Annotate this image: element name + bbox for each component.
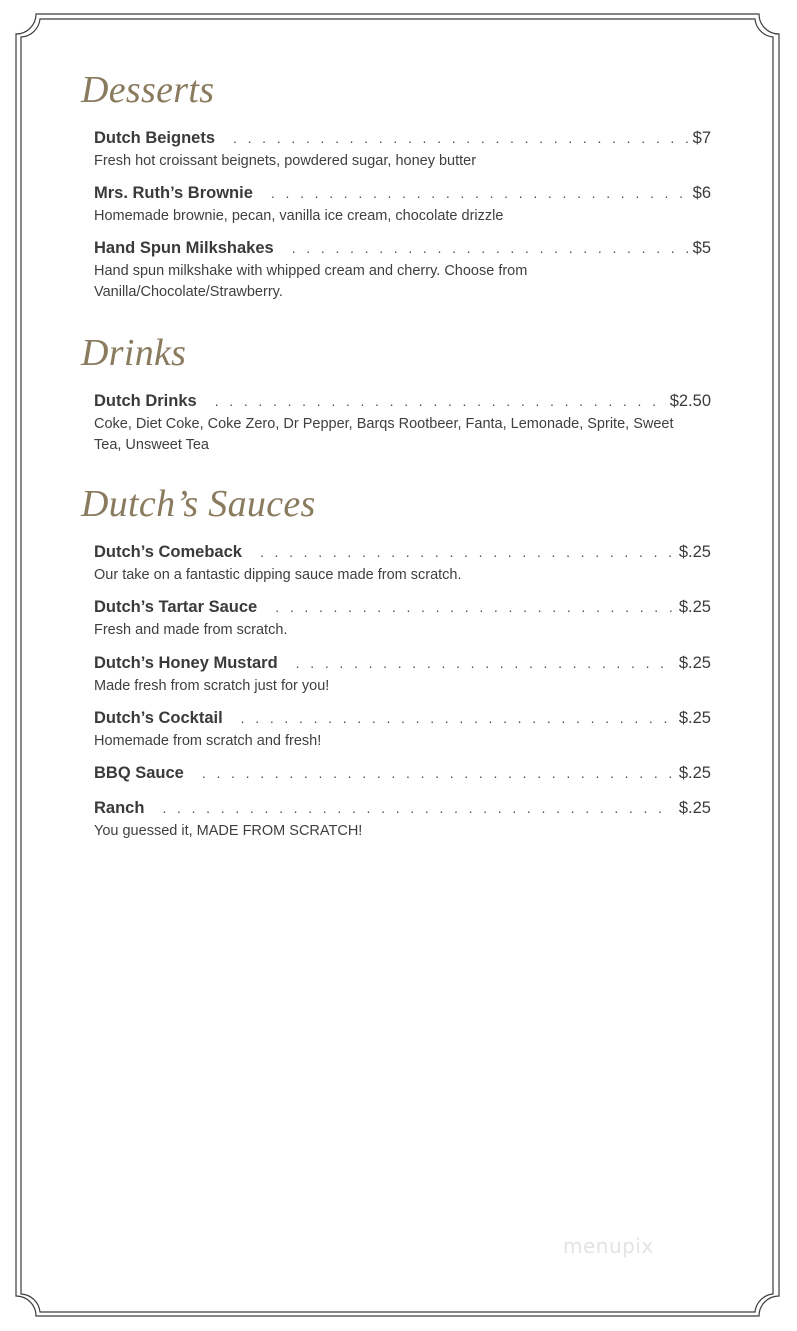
menu-item-dutchs-tartar-sauce (94, 598, 711, 641)
item-description: Fresh and made from scratch. (94, 622, 288, 638)
item-price: $.25 (678, 764, 711, 782)
item-name: BBQ Sauce (94, 764, 184, 782)
menu-item-dutchs-comeback (94, 543, 711, 586)
dot-leader (202, 765, 674, 781)
menu-item-mrs-ruths-brownie (94, 184, 711, 227)
section-title-dutchs-sauces: Dutch’s Sauces (81, 483, 316, 525)
menu-item-dutchs-cocktail (94, 709, 711, 752)
item-price: $7 (692, 129, 711, 147)
item-name: Dutch’s Honey Mustard (94, 654, 278, 672)
item-description: Our take on a fantastic dipping sauce made from scratch. (94, 567, 462, 583)
item-name: Dutch Beignets (94, 129, 216, 147)
menu-item-dutch-drinks (94, 392, 711, 455)
item-price: $.25 (678, 709, 711, 727)
menu-item-hand-spun-milkshakes (94, 239, 711, 302)
item-name: Dutch’s Comeback (94, 543, 242, 561)
item-name: Dutch Drinks (94, 392, 197, 410)
menu-item-bbq-sauce (94, 764, 711, 786)
item-description: Homemade from scratch and fresh! (94, 733, 322, 749)
item-price: $5 (692, 239, 711, 257)
item-price: $.25 (678, 543, 711, 561)
item-description: Coke, Diet Coke, Coke Zero, Dr Pepper, Barqs Rootbeer, Fanta, Lemonade, Sprite, Sweet Tea, Unsweet Tea (94, 416, 674, 453)
menu-item-dutchs-honey-mustard (94, 654, 711, 697)
dot-leader (241, 710, 674, 726)
item-name: Dutch’s Tartar Sauce (94, 598, 258, 616)
item-price: $6 (692, 184, 711, 202)
dot-leader (271, 185, 688, 201)
dot-leader (296, 655, 674, 671)
dot-leader (275, 599, 674, 615)
item-price: $.25 (678, 598, 711, 616)
item-price: $.25 (678, 654, 711, 672)
menu-item-ranch (94, 799, 711, 842)
item-price: $2.50 (669, 392, 711, 410)
item-description: Made fresh from scratch just for you! (94, 678, 330, 694)
item-description: You guessed it, MADE FROM SCRATCH! (94, 823, 363, 839)
dot-leader (215, 393, 665, 409)
item-name: Dutch’s Cocktail (94, 709, 223, 727)
dot-leader (292, 240, 688, 256)
item-description: Hand spun milkshake with whipped cream and cherry. Choose from Vanilla/Chocolate/Strawberry. (94, 263, 528, 300)
dot-leader (233, 130, 688, 146)
item-name: Mrs. Ruth’s Brownie (94, 184, 253, 202)
item-name: Ranch (94, 799, 145, 817)
item-description: Homemade brownie, pecan, vanilla ice cream, chocolate drizzle (94, 208, 504, 224)
section-title-desserts: Desserts (81, 69, 215, 111)
item-name: Hand Spun Milkshakes (94, 239, 274, 257)
item-price: $.25 (678, 799, 711, 817)
item-description: Fresh hot croissant beignets, powdered sugar, honey butter (94, 153, 477, 169)
menupix-watermark: menupix (563, 1234, 654, 1258)
dot-leader (260, 544, 674, 560)
dot-leader (162, 800, 673, 816)
menu-item-dutch-beignets (94, 129, 711, 172)
section-title-drinks: Drinks (81, 332, 187, 374)
